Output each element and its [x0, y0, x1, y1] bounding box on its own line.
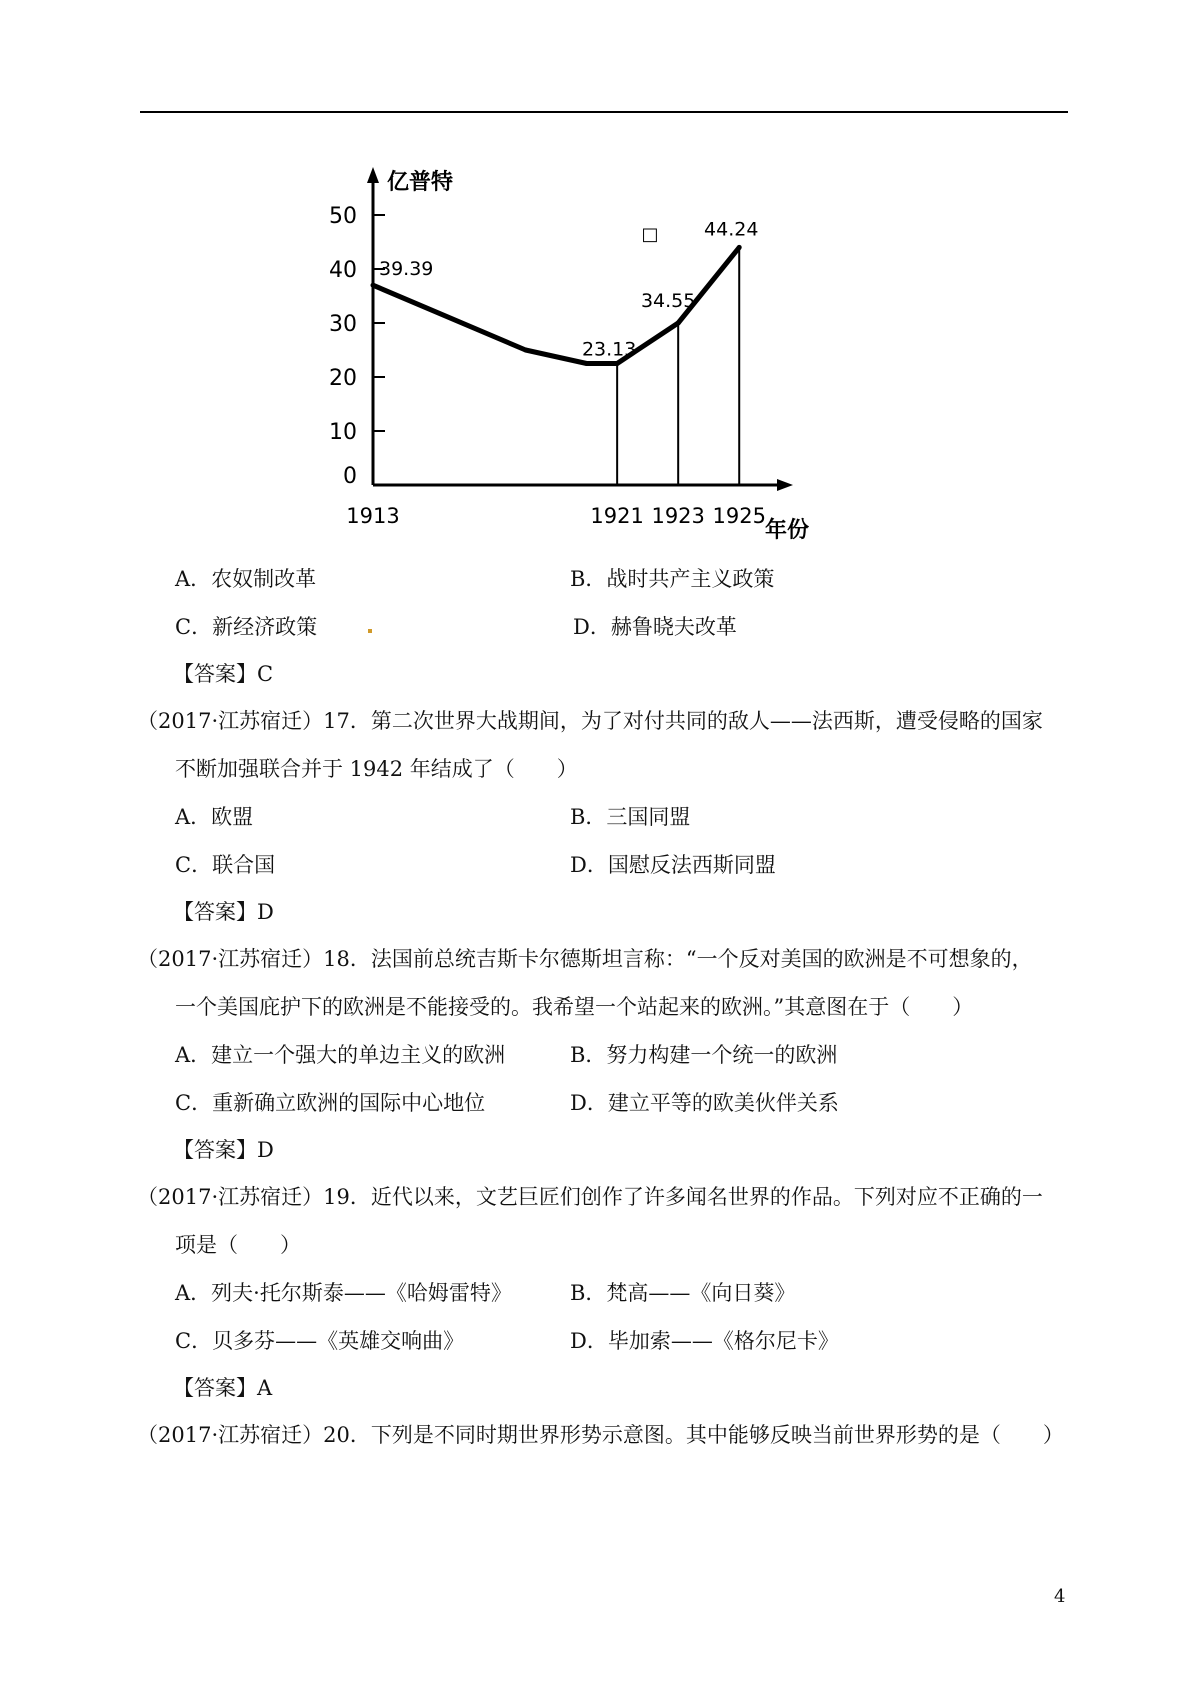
x-tick-label: 1921	[590, 504, 644, 528]
data-point	[523, 348, 528, 353]
q18-option-b: B．努力构建一个统一的欧洲	[570, 1043, 838, 1067]
x-axis-arrow	[777, 479, 793, 491]
data-label: 23.13	[581, 338, 637, 361]
q19-option-a: A．列夫·托尔斯泰——《哈姆雷特》	[175, 1281, 512, 1305]
q19-option-c: C．贝多芬——《英雄交响曲》	[175, 1329, 465, 1353]
q19-answer: 【答案】A	[173, 1376, 273, 1400]
page-number: 4	[1054, 1586, 1066, 1607]
q18-option-a: A．建立一个强大的单边主义的欧洲	[175, 1043, 506, 1067]
q17-option-c: C．联合国	[175, 853, 276, 877]
x-axis-label: 年份	[765, 518, 810, 543]
q17-stem-line2: 不断加强联合并于 1942 年结成了（ ）	[175, 757, 578, 781]
q18-option-d: D．建立平等的欧美伙伴关系	[570, 1091, 839, 1115]
q18-stem-line2: 一个美国庇护下的欧洲是不能接受的。我希望一个站起来的欧洲。”其意图在于（ ）	[175, 995, 974, 1019]
y-tick-label: 0	[343, 464, 357, 489]
data-point	[584, 361, 589, 366]
data-point	[371, 283, 376, 288]
x-tick-label: 1913	[346, 504, 400, 528]
data-point	[676, 321, 681, 326]
y-tick-label: 50	[329, 204, 357, 229]
y-tick-label: 10	[329, 420, 357, 445]
x-tick-label: 1923	[651, 504, 705, 528]
q18-answer: 【答案】D	[173, 1138, 274, 1162]
header-rule	[140, 111, 1068, 113]
data-label: 44.24	[704, 218, 759, 241]
q19-option-d: D．毕加索——《格尔尼卡》	[570, 1329, 839, 1353]
q16-option-c: C．新经济政策	[175, 615, 318, 639]
q17-option-b: B．三国同盟	[570, 805, 691, 829]
q19-stem-line2: 项是（ ）	[175, 1233, 301, 1257]
q20-stem-line1: （2017·江苏宿迁）20．下列是不同时期世界形势示意图。其中能够反映当前世界形势的是（ ）	[137, 1423, 1064, 1447]
y-tick-label: 40	[329, 258, 357, 283]
data-label: 39.39	[379, 258, 434, 281]
line-chart	[300, 160, 920, 550]
data-point	[737, 245, 742, 250]
q19-option-b: B．梵高——《向日葵》	[570, 1281, 796, 1305]
q16-option-d: D．赫鲁晓夫改革	[573, 615, 737, 639]
q17-option-d: D．国慰反法西斯同盟	[570, 853, 776, 877]
q16-answer: 【答案】C	[173, 662, 274, 686]
x-tick-label: 1925	[712, 504, 766, 528]
box-symbol: □	[641, 224, 659, 245]
data-point	[615, 361, 620, 366]
data-label: 34.55	[640, 290, 696, 312]
y-tick-label: 30	[329, 312, 357, 337]
q16-option-b: B．战时共产主义政策	[570, 567, 775, 591]
stray-dot	[368, 629, 372, 633]
q16-option-a: A．农奴制改革	[175, 567, 317, 591]
q17-stem-line1: （2017·江苏宿迁）17．第二次世界大战期间，为了对付共同的敌人——法西斯，遭受侵略的国家	[137, 709, 1043, 733]
y-axis-label: 亿普特	[387, 170, 454, 195]
q18-stem-line1: （2017·江苏宿迁）18．法国前总统吉斯卡尔德斯坦言称：“一个反对美国的欧洲是不可想象的，	[137, 947, 1033, 971]
q19-stem-line1: （2017·江苏宿迁）19．近代以来，文艺巨匠们创作了许多闻名世界的作品。下列对应不正确的一	[137, 1185, 1043, 1209]
y-tick-label: 20	[329, 366, 357, 391]
q17-answer: 【答案】D	[173, 900, 274, 924]
q17-option-a: A．欧盟	[175, 805, 254, 829]
q18-option-c: C．重新确立欧洲的国际中心地位	[175, 1091, 486, 1115]
y-axis-arrow	[367, 167, 379, 183]
